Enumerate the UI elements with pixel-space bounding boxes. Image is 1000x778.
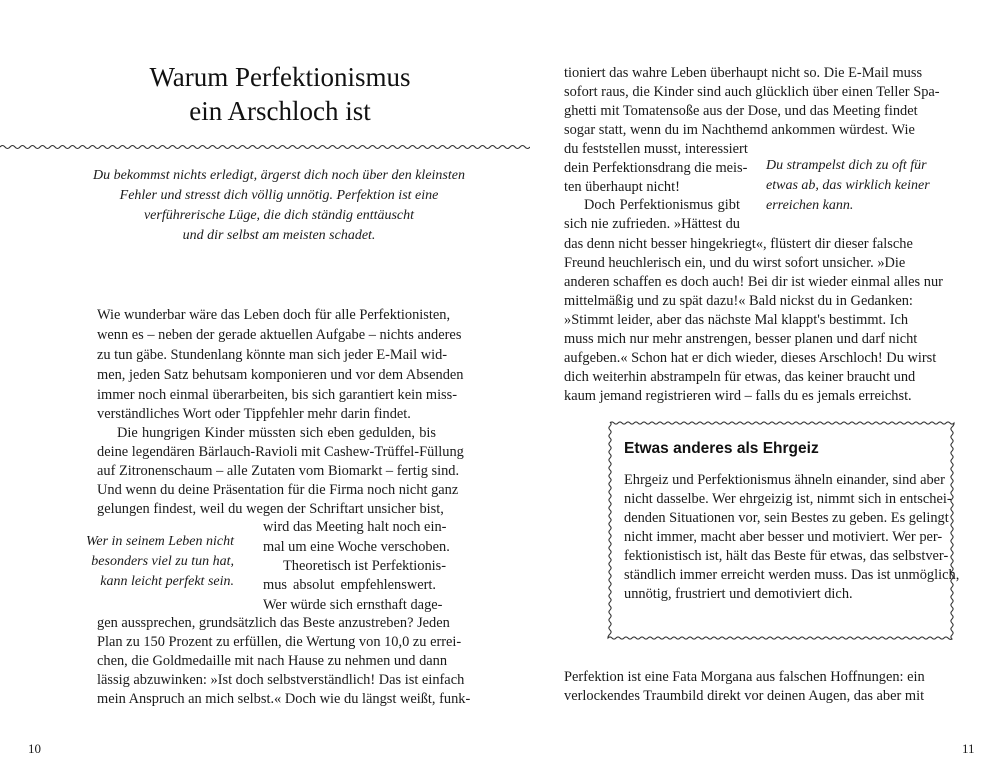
body-line: Und wenn du deine Präsentation für die Firma noch nicht ganz bbox=[97, 482, 459, 498]
body-line: mittelmäßig und zu spät dazu!« Bald nickst du in Gedanken: bbox=[564, 293, 913, 309]
box-title: Etwas anderes als Ehrgeiz bbox=[624, 440, 819, 457]
page-number-right: 11 bbox=[962, 741, 975, 756]
body-line: verständliches Wort oder Tippfehler mehr darin findet. bbox=[97, 406, 411, 422]
body-line: Plan zu 150 Prozent zu erfüllen, die Wertung von 10,0 zu errei- bbox=[97, 634, 462, 650]
body-line: aufgeben.« Schon hat er dich wieder, dieses Arschloch! Du wirst bbox=[564, 350, 937, 366]
chapter-title bbox=[90, 60, 470, 128]
pull-quote-line: erreichen kann. bbox=[766, 198, 854, 213]
box-line: nicht dasselbe. Wer ehrgeizig ist, nimmt sich in entschei- bbox=[624, 491, 952, 507]
box-line: denden Situationen vor, sein Bestes zu geben. Es gelingt bbox=[624, 510, 949, 526]
pull-quote-line: Wer in seinem Leben nicht bbox=[85, 534, 234, 549]
body-line: Wie wunderbar wäre das Leben doch für alle Perfektionisten, bbox=[97, 307, 451, 323]
body-line: Freund heuchlerisch ein, und du wirst sofort unsicher. »Die bbox=[564, 255, 906, 271]
body-line: wenn es – neben der gerade aktuellen Aufgabe – nichts anderes bbox=[97, 327, 462, 343]
pull-quote-line: besonders viel zu tun hat, bbox=[91, 554, 234, 569]
pull-quote-line: Du strampelst dich zu oft für bbox=[766, 158, 927, 173]
sidebar-box bbox=[606, 419, 960, 642]
body-line: muss mich nur mehr anstrengen, besser planen und darf nicht bbox=[564, 331, 918, 347]
body-line: du feststellen musst, interessiert bbox=[564, 141, 748, 157]
body-line: Theoretisch ist Perfektionis- bbox=[283, 558, 447, 574]
pull-quote-left bbox=[72, 532, 234, 592]
body-line: Doch Perfektionismus gibt bbox=[584, 197, 740, 213]
body-line: ghetti mit Tomatensoße aus der Dose, und das Meeting findet bbox=[564, 103, 918, 119]
box-line: Ehrgeiz und Perfektionismus ähneln einander, sind aber bbox=[624, 472, 945, 488]
body-line: gen aussprechen, grundsätzlich das Beste anzustreben? Jeden bbox=[97, 615, 450, 631]
body-line: zu tun gäbe. Stundenlang könnte man sich jeder E-Mail wid- bbox=[97, 347, 448, 363]
body-line: lässig abzuwinken: »Ist doch selbstverständlich! Das ist einfach bbox=[97, 672, 465, 688]
body-line: deine legendären Bärlauch-Ravioli mit Cashew-Trüffel-Füllung bbox=[97, 444, 464, 460]
page-number-left: 10 bbox=[28, 741, 41, 756]
body-line: chen, die Goldmedaille mit nach Hause zu nehmen und dann bbox=[97, 653, 448, 669]
body-line: dich weiterhin abstrampeln für etwas, das keiner braucht und bbox=[564, 369, 916, 385]
box-line: ständlich immer erreicht werden muss. Das ist unmöglich, bbox=[624, 567, 960, 583]
pull-quote-line: kann leicht perfekt sein. bbox=[100, 574, 234, 589]
lead-line: Du bekommst nichts erledigt, ärgerst dich noch über den kleinsten bbox=[93, 168, 465, 183]
lead-line: und dir selbst am meisten schadet. bbox=[182, 228, 376, 243]
lead-line: verführerische Lüge, die dich ständig enttäuscht bbox=[143, 208, 415, 223]
lead-line: Fehler und stresst dich völlig unnötig. Perfektion ist eine bbox=[119, 188, 439, 203]
body-line: immer noch einmal überarbeiten, bis sich garantiert kein miss- bbox=[97, 387, 458, 403]
body-line: dein Perfektionsdrang die meis- bbox=[564, 160, 748, 176]
chapter-lead bbox=[74, 166, 484, 246]
chapter-title-line: Warum Perfektionismus bbox=[149, 62, 411, 92]
body-line: kaum jemand registrieren wird – falls du es jemals erreichst. bbox=[564, 388, 912, 404]
body-line: mal um eine Woche verschoben. bbox=[263, 539, 450, 555]
body-line: auf Zitronenschaum – alle Zutaten vom Biomarkt – fertig sind. bbox=[97, 463, 460, 479]
body-line: Die hungrigen Kinder müssten sich eben gedulden, bis bbox=[117, 425, 436, 441]
body-line: gelungen findest, weil du wegen der Schriftart unsicher bist, bbox=[97, 501, 444, 517]
body-line: sich nie zufrieden. »Hättest du bbox=[564, 216, 740, 232]
body-line: Wer würde sich ernsthaft dage- bbox=[263, 597, 443, 613]
body-line: anderen schaffen es doch auch! Bei dir ist wieder einmal alles nur bbox=[564, 274, 943, 290]
wavy-divider bbox=[0, 140, 530, 154]
body-line: sofort raus, die Kinder sind auch glücklich über einen Teller Spa- bbox=[564, 84, 940, 100]
box-line: fektionistisch ist, hält das Beste für etwas, das selbstver- bbox=[624, 548, 949, 564]
chapter-title-line: ein Arschloch ist bbox=[189, 96, 371, 126]
body-line: verlockendes Traumbild direkt vor deinen Augen, das aber mit bbox=[564, 688, 925, 704]
pull-quote-right bbox=[766, 156, 941, 216]
body-line: sogar statt, wenn du im Nachthemd ankommen würdest. Wie bbox=[564, 122, 915, 138]
box-line: nicht immer, macht aber besser und motiviert. Wer per- bbox=[624, 529, 943, 545]
body-line: men, jeden Satz behutsam komponieren und vor dem Absenden bbox=[97, 367, 464, 383]
pull-quote-line: etwas ab, das wirklich keiner bbox=[766, 178, 930, 193]
body-line: »Stimmt leider, aber das nächste Mal klappt's bestimmt. Ich bbox=[564, 312, 909, 328]
box-line: unnötig, frustriert und demotiviert dich. bbox=[624, 586, 853, 602]
body-line: mus absolut empfehlenswert. bbox=[263, 577, 436, 593]
body-line: Perfektion ist eine Fata Morgana aus falschen Hoffnungen: ein bbox=[564, 669, 925, 685]
body-line: mein Anspruch an mich selbst.« Doch wie du längst weißt, funk- bbox=[97, 691, 471, 707]
body-line: wird das Meeting halt noch ein- bbox=[263, 519, 447, 535]
body-line: tioniert das wahre Leben überhaupt nicht so. Die E-Mail muss bbox=[564, 65, 923, 81]
body-line: das denn nicht besser hingekriegt«, flüstert dir dieser falsche bbox=[564, 236, 913, 252]
body-line: ten überhaupt nicht! bbox=[564, 179, 680, 195]
